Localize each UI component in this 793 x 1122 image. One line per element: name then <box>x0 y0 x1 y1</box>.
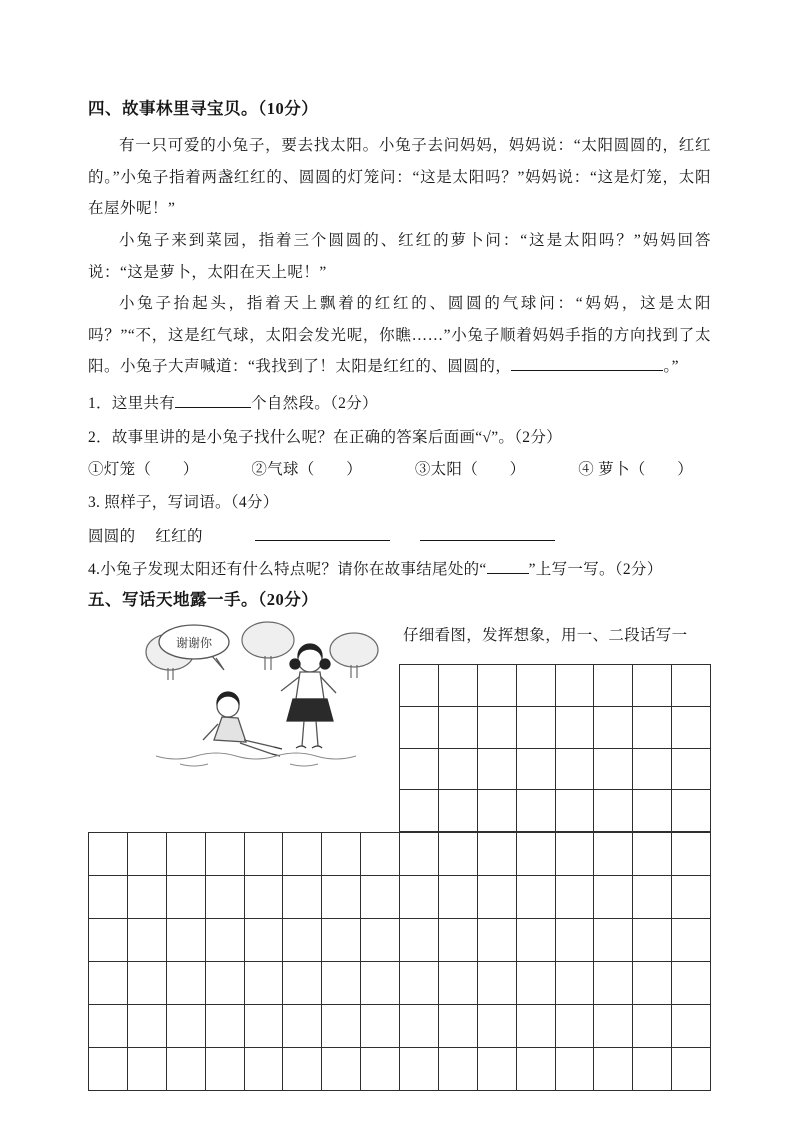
writing-grid-cell <box>478 1005 517 1048</box>
question-4-text-after: ”上写一写。（2分） <box>528 561 663 578</box>
writing-grid-cell <box>245 1048 284 1091</box>
question-3-example-words: 圆圆的 红红的 <box>88 528 203 545</box>
writing-grid-cell <box>283 876 322 919</box>
writing-grid-cell <box>439 1048 478 1091</box>
writing-grid-cell <box>439 749 478 791</box>
writing-grid-cell <box>517 1048 556 1091</box>
writing-grid-cell <box>556 665 595 707</box>
writing-grid-cell <box>206 1048 245 1091</box>
writing-grid-cell <box>361 876 400 919</box>
story-paragraph-3 <box>88 288 711 383</box>
writing-grid-cell <box>361 1005 400 1048</box>
writing-grid-cell <box>672 790 711 832</box>
writing-grid-cell <box>439 962 478 1005</box>
writing-grid-cell <box>517 749 556 791</box>
writing-grid-cell <box>322 876 361 919</box>
writing-grid-cell <box>633 962 672 1005</box>
writing-grid-cell <box>400 833 439 876</box>
writing-grid-cell <box>633 876 672 919</box>
writing-grid-cell <box>517 665 556 707</box>
writing-grid-cell <box>89 876 128 919</box>
writing-grid-cell <box>245 833 284 876</box>
writing-grid-cell <box>594 1005 633 1048</box>
writing-grid-cell <box>128 876 167 919</box>
writing-grid-cell <box>633 707 672 749</box>
writing-grid-cell <box>167 833 206 876</box>
writing-grid-cell <box>478 707 517 749</box>
question-1-text-after: 个自然段。（2分） <box>251 395 378 412</box>
option-balloon: ②气球（ ） <box>251 461 363 478</box>
writing-grid-cell <box>283 919 322 962</box>
writing-grid-cell <box>478 876 517 919</box>
question-1-text-before: 1．这里共有 <box>88 395 176 412</box>
writing-grid-cell <box>556 707 595 749</box>
writing-grid-cell <box>400 1005 439 1048</box>
writing-grid-cell <box>245 1005 284 1048</box>
writing-grid-cell <box>556 790 595 832</box>
writing-grid-cell <box>89 962 128 1005</box>
writing-grid-cell <box>633 1005 672 1048</box>
writing-grid-cell <box>556 749 595 791</box>
writing-grid-cell <box>478 919 517 962</box>
writing-grid-cell <box>594 790 633 832</box>
writing-grid-cell <box>478 749 517 791</box>
story-paragraph-1: 有一只可爱的小兔子，要去找太阳。小兔子去问妈妈，妈妈说：“太阳圆圆的，红红的。”小兔子指着两盏红红的、圆圆的灯笼问：“这是太阳吗？”妈妈说：“这是灯笼，太阳在屋外呢！” <box>88 137 711 217</box>
writing-grid-right <box>399 664 711 832</box>
writing-grid-cell <box>400 962 439 1005</box>
writing-grid-bottom <box>88 832 711 1091</box>
writing-grid-cell <box>478 962 517 1005</box>
writing-grid-cell <box>206 833 245 876</box>
writing-grid-cell <box>400 749 439 791</box>
writing-grid-cell <box>128 1005 167 1048</box>
question-1-blank <box>175 393 251 408</box>
writing-grid-cell <box>672 707 711 749</box>
writing-grid-cell <box>556 1005 595 1048</box>
question-3-answer-line <box>88 525 555 549</box>
writing-grid-cell <box>439 876 478 919</box>
writing-grid-cell <box>517 790 556 832</box>
ground-lines <box>156 753 356 766</box>
writing-grid-cell <box>633 1048 672 1091</box>
writing-grid-cell <box>400 707 439 749</box>
writing-grid-cell <box>167 876 206 919</box>
writing-grid-cell <box>400 1048 439 1091</box>
question-2: 2．故事里讲的是小兔子找什么呢？在正确的答案后面画“√”。（2分） <box>88 429 562 446</box>
writing-grid-cell <box>283 962 322 1005</box>
writing-grid-cell <box>672 1048 711 1091</box>
writing-instruction: 仔细看图，发挥想象，用一、二段话写一 <box>403 627 688 644</box>
writing-grid-cell <box>439 833 478 876</box>
writing-grid-cell <box>439 1005 478 1048</box>
section-5-title: 五、写话天地露一手。（20分） <box>88 590 319 609</box>
standing-girl <box>281 644 336 748</box>
writing-grid-cell <box>594 833 633 876</box>
writing-grid-cell <box>439 790 478 832</box>
story-paragraph-2: 小兔子来到菜园，指着三个圆圆的、红红的萝卜问：“这是太阳吗？”妈妈回答说：“这是萝卜，太阳在天上呢！” <box>88 232 711 281</box>
writing-grid-cell <box>400 876 439 919</box>
writing-grid-cell <box>594 876 633 919</box>
writing-grid-cell <box>672 962 711 1005</box>
question-3-blank-1 <box>255 526 390 541</box>
writing-grid-cell <box>478 790 517 832</box>
option-lantern: ①灯笼（ ） <box>88 461 199 478</box>
writing-grid-cell <box>633 749 672 791</box>
writing-grid-cell <box>400 919 439 962</box>
writing-grid-cell <box>167 962 206 1005</box>
writing-grid-cell <box>322 833 361 876</box>
writing-grid-cell <box>633 665 672 707</box>
writing-grid-cell <box>89 919 128 962</box>
writing-grid-cell <box>322 919 361 962</box>
writing-grid-cell <box>206 1005 245 1048</box>
writing-grid-cell <box>478 833 517 876</box>
writing-grid-cell <box>633 919 672 962</box>
writing-grid-cell <box>283 1048 322 1091</box>
writing-grid-cell <box>672 1005 711 1048</box>
writing-grid-cell <box>478 665 517 707</box>
writing-grid-cell <box>594 1048 633 1091</box>
writing-grid-cell <box>245 919 284 962</box>
writing-grid-cell <box>517 1005 556 1048</box>
question-4-blank <box>487 559 529 574</box>
option-radish: ④ 萝卜（ ） <box>578 461 693 478</box>
question-2-options <box>88 458 693 482</box>
writing-grid-cell <box>439 707 478 749</box>
writing-grid-cell <box>594 707 633 749</box>
writing-grid-cell <box>245 962 284 1005</box>
writing-grid-cell <box>400 790 439 832</box>
writing-grid-cell <box>245 876 284 919</box>
writing-grid-cell <box>89 833 128 876</box>
writing-grid-cell <box>594 962 633 1005</box>
writing-grid-cell <box>283 833 322 876</box>
speech-bubble-text: 谢谢你 <box>175 636 213 650</box>
writing-grid-cell <box>206 919 245 962</box>
writing-grid-cell <box>89 1048 128 1091</box>
writing-grid-cell <box>672 876 711 919</box>
writing-grid-cell <box>633 790 672 832</box>
writing-grid-cell <box>517 919 556 962</box>
sitting-child <box>203 692 282 756</box>
writing-grid-cell <box>672 919 711 962</box>
writing-grid-cell <box>594 665 633 707</box>
writing-grid-cell <box>517 833 556 876</box>
writing-grid-cell <box>556 876 595 919</box>
writing-grid-cell <box>128 919 167 962</box>
writing-grid-cell <box>206 876 245 919</box>
writing-grid-cell <box>89 1005 128 1048</box>
story-ending-blank <box>511 356 663 371</box>
question-1 <box>88 392 378 416</box>
writing-grid-cell <box>128 962 167 1005</box>
writing-grid-cell <box>672 749 711 791</box>
writing-grid-cell <box>478 1048 517 1091</box>
writing-grid-cell <box>400 665 439 707</box>
writing-grid-cell <box>322 1048 361 1091</box>
writing-grid-cell <box>167 919 206 962</box>
writing-grid-cell <box>361 919 400 962</box>
writing-grid-cell <box>556 962 595 1005</box>
writing-grid-cell <box>594 749 633 791</box>
story-paragraph-3-tail: 。” <box>663 358 680 375</box>
question-3: 3. 照样子，写词语。（4分） <box>88 494 279 511</box>
writing-grid-cell <box>361 1048 400 1091</box>
writing-grid-cell <box>206 962 245 1005</box>
writing-grid-cell <box>167 1048 206 1091</box>
writing-grid-cell <box>128 1048 167 1091</box>
illustration-drawing <box>140 612 390 772</box>
illustration <box>140 612 390 772</box>
writing-grid-cell <box>439 919 478 962</box>
writing-grid-cell <box>361 833 400 876</box>
question-3-blank-2 <box>420 526 555 541</box>
writing-grid-cell <box>167 1005 206 1048</box>
writing-grid-cell <box>633 833 672 876</box>
writing-grid-cell <box>517 876 556 919</box>
writing-grid-cell <box>361 962 400 1005</box>
writing-grid-cell <box>439 665 478 707</box>
section-4-title: 四、故事林里寻宝贝。（10分） <box>88 99 319 118</box>
writing-grid-cell <box>556 1048 595 1091</box>
story-paragraph-3-text: 小兔子抬起头，指着天上飘着的红红的、圆圆的气球问：“妈妈，这是太阳吗？”“不，这是红气球，太阳会发光呢，你瞧……”小兔子顺着妈妈手指的方向找到了太阳。小兔子大声喊道：“我找到了！太阳是红红的、圆圆的， <box>88 295 711 375</box>
writing-grid-cell <box>128 833 167 876</box>
writing-grid-cell <box>517 707 556 749</box>
writing-grid-cell <box>283 1005 322 1048</box>
writing-grid-cell <box>594 919 633 962</box>
option-sun: ③太阳（ ） <box>414 461 526 478</box>
writing-grid-cell <box>556 919 595 962</box>
writing-grid-cell <box>672 665 711 707</box>
writing-grid-cell <box>672 833 711 876</box>
question-4 <box>88 558 663 582</box>
writing-grid-cell <box>322 962 361 1005</box>
writing-grid-cell <box>556 833 595 876</box>
writing-grid-cell <box>322 1005 361 1048</box>
question-4-text-before: 4.小兔子发现太阳还有什么特点呢？请你在故事结尾处的“ <box>88 561 487 578</box>
writing-grid-cell <box>517 962 556 1005</box>
